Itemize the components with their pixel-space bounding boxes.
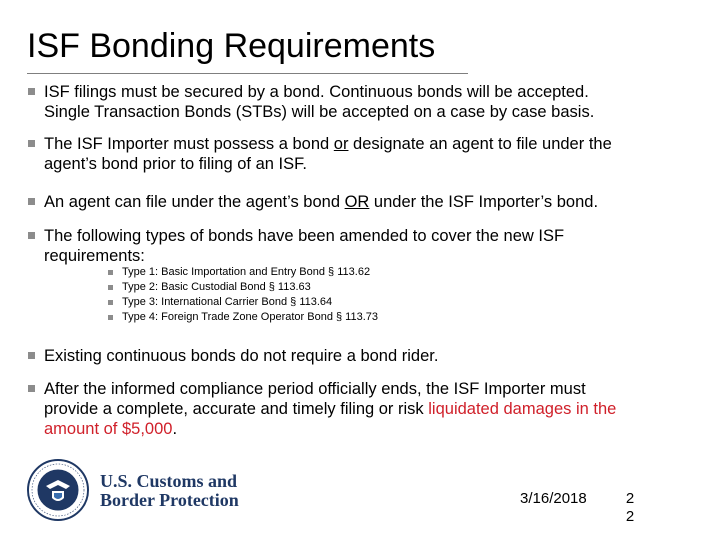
sub-bullet-text: Type 1: Basic Importation and Entry Bond § 113.62 — [122, 266, 371, 278]
bullet-marker-icon — [28, 352, 35, 359]
bullet-line — [28, 379, 678, 399]
bullet-item — [28, 82, 678, 122]
dhs-seal-icon — [26, 458, 90, 522]
bullet-item — [28, 226, 678, 266]
sub-bullet-item — [108, 280, 508, 295]
bullet-line — [28, 226, 678, 246]
bullet-item — [28, 192, 678, 212]
bullet-text: provide a complete, accurate and timely filing or risk — [44, 400, 429, 418]
sub-bullet-text: Type 2: Basic Custodial Bond § 113.63 — [122, 281, 311, 293]
slide-date: 3/16/2018 — [520, 490, 587, 507]
bullet-marker-icon — [28, 140, 35, 147]
cbp-logo — [26, 458, 246, 522]
bullet-line — [28, 246, 678, 266]
bullet-text: under the ISF Importer’s bond. — [369, 193, 599, 211]
bullet-text: The following types of bonds have been amended to cover the new ISF — [44, 227, 565, 245]
slide-number-digit-2: 2 — [625, 508, 635, 525]
bullet-marker-icon — [28, 232, 35, 239]
sub-bullet-item — [108, 295, 508, 310]
bullet-line — [28, 399, 678, 419]
sub-bullet-text: Type 3: International Carrier Bond § 113.64 — [122, 296, 333, 308]
bullet-marker-icon — [28, 88, 35, 95]
bullet-text: An agent can file under the agent’s bond — [44, 193, 345, 211]
bullet-line — [28, 154, 678, 174]
bullet-line — [28, 419, 678, 439]
sub-bullet-marker-icon — [108, 300, 113, 305]
bullet-marker-icon — [28, 385, 35, 392]
bullet-line — [28, 192, 678, 212]
slide-number-digit-1: 2 — [625, 490, 635, 507]
sub-bullet-item — [108, 310, 508, 325]
bullet-line — [28, 102, 678, 122]
bullet-item — [28, 134, 678, 174]
agency-name-line-1: U.S. Customs and — [100, 471, 238, 491]
bullet-marker-icon — [28, 198, 35, 205]
underlined-text: OR — [344, 193, 370, 211]
bullet-text: designate an agent to file under the — [348, 135, 612, 153]
bullet-item — [28, 346, 678, 366]
bullet-text: ISF filings must be secured by a bond. Continuous bonds will be accepted. — [44, 83, 589, 101]
sub-bullet-text: Type 4: Foreign Trade Zone Operator Bond § 113.73 — [122, 311, 379, 323]
slide-title: ISF Bonding Requirements — [27, 27, 436, 65]
bullet-line — [28, 134, 678, 154]
title-divider — [27, 73, 468, 74]
sub-bullet-marker-icon — [108, 285, 113, 290]
bullet-line — [28, 346, 678, 366]
sub-bullet-marker-icon — [108, 315, 113, 320]
highlight-text: liquidated damages in the — [428, 400, 617, 418]
bullet-text: The ISF Importer must possess a bond — [44, 135, 334, 153]
sub-bullet-item — [108, 265, 508, 280]
underlined-text: or — [333, 135, 349, 153]
bullet-text: . — [172, 420, 178, 438]
bullet-item — [28, 379, 678, 439]
bullet-line — [28, 82, 678, 102]
bullet-text: agent’s bond prior to filing of an ISF. — [44, 155, 307, 173]
slide-number — [624, 490, 636, 526]
bullet-text: After the informed compliance period officially ends, the ISF Importer must — [44, 380, 586, 398]
sub-bullet-marker-icon — [108, 270, 113, 275]
agency-name — [100, 472, 239, 510]
agency-name-line-2: Border Protection — [100, 490, 239, 510]
bullet-text: requirements: — [44, 247, 145, 265]
highlight-text: amount of $5,000 — [44, 420, 173, 438]
bullet-text: Existing continuous bonds do not require a bond rider. — [44, 347, 439, 365]
bullet-text: Single Transaction Bonds (STBs) will be accepted on a case by case basis. — [44, 103, 595, 121]
